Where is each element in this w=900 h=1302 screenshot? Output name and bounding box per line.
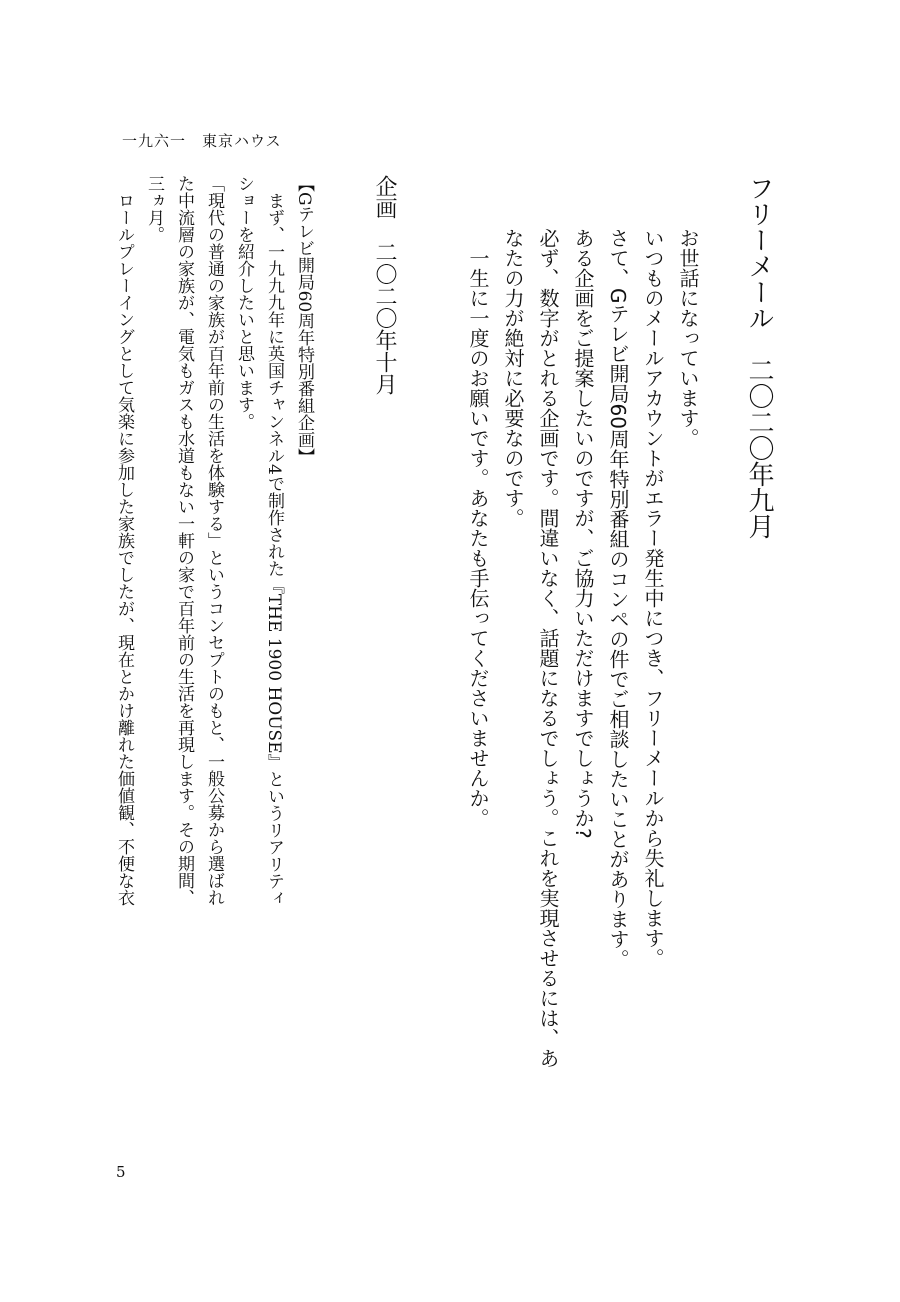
proposal-line-4: 「現代の普通の家族が百年前の生活を体験する」というコンセプトのもと、一般公募から選ばれ	[204, 175, 224, 906]
section-email-heading: フリーメール 二〇二〇年九月	[744, 175, 774, 539]
proposal-line-6: 三ヵ月。	[144, 175, 164, 243]
proposal-line-7: ロールプレーイングとして気楽に参加した家族でしたが、現在とかけ離れた価値観、不便な衣	[114, 175, 134, 906]
email-line-7: 一生に一度のお願いです。あなたも手伝ってくださいませんか。	[466, 228, 490, 828]
email-line-6: なたの力が絶対に必要なのです。	[501, 228, 525, 528]
email-line-2: いつものメールアカウントがエラー発生中につき、フリーメールから失礼します。	[641, 228, 665, 968]
page-number: 5	[116, 1163, 126, 1181]
email-line-1: お世話になっています。	[676, 228, 700, 448]
email-line-4: ある企画をご提案したいのですが、ご協力いただけますでしょうか?	[571, 228, 595, 839]
email-line-3: さて、Gテレビ開局60周年特別番組のコンペの件でご相談したいことがあります。	[606, 228, 630, 969]
proposal-line-2: まず、一九九九年に英国チャンネル4で制作された『THE 1900 HOUSE』というリアリティ	[264, 175, 284, 907]
proposal-line-5: た中流層の家族が、電気もガスも水道もない一軒の家で百年前の生活を再現します。その期間、	[174, 175, 194, 906]
running-head: 一九六一 東京ハウス	[122, 132, 282, 150]
proposal-line-3: ショーを紹介したいと思います。	[234, 175, 254, 430]
email-line-5: 必ず、数字がとれる企画です。間違いなく、話題になるでしょう。これを実現させるには、あ	[536, 228, 560, 1068]
proposal-line-1: 【Gテレビ開局60周年特別番組企画】	[294, 175, 314, 466]
section-proposal-heading: 企画 二〇二〇年十月	[372, 175, 397, 395]
